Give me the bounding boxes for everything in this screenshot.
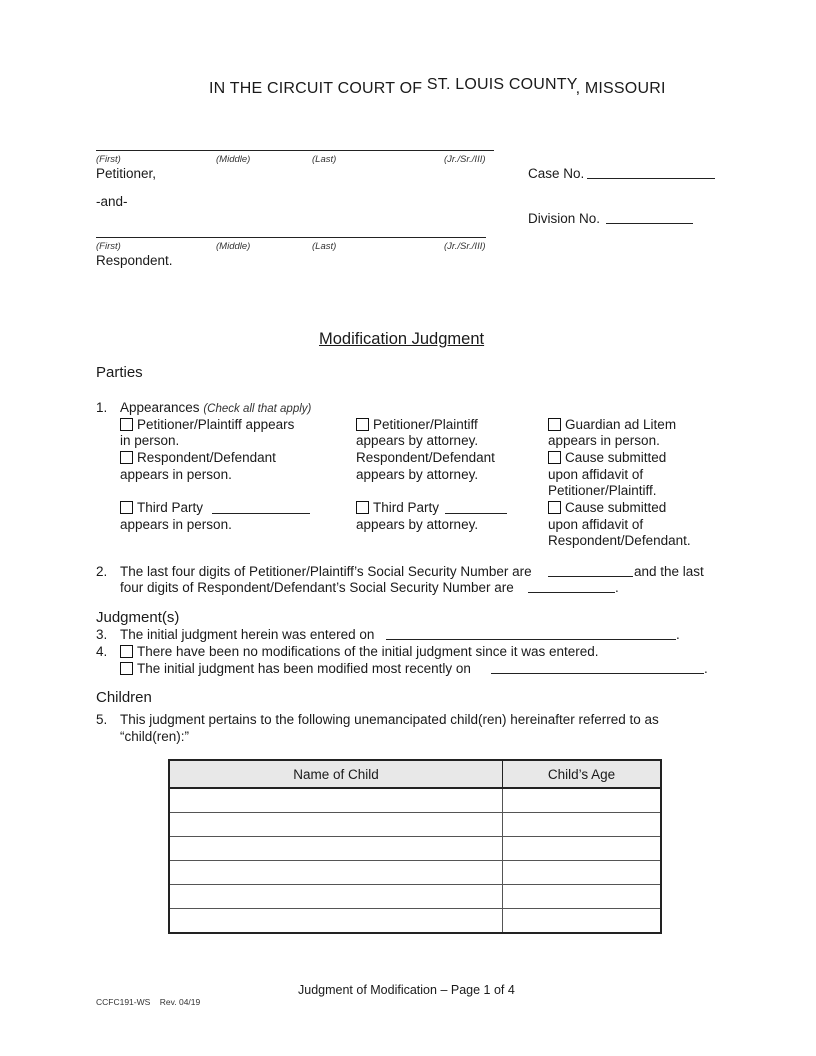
respondent-name-line[interactable] xyxy=(96,237,486,238)
table-row xyxy=(169,861,661,885)
table-row xyxy=(169,837,661,861)
table-row xyxy=(169,788,661,813)
appearances-note: (Check all that apply) xyxy=(203,403,312,415)
child-name-cell[interactable] xyxy=(169,885,503,909)
petitioner-in-person-line2: in person. xyxy=(120,433,180,448)
respondent-in-person-line2: appears in person. xyxy=(120,467,232,482)
parties-heading: Parties xyxy=(96,364,143,381)
item4-end: . xyxy=(704,661,708,676)
modified-recently-text: The initial judgment has been modified most recently on xyxy=(137,661,471,676)
respondent-last-label: (Last) xyxy=(312,241,337,252)
initial-judgment-text: The initial judgment herein was entered on xyxy=(120,627,375,642)
petitioner-middle-label: (Middle) xyxy=(216,154,251,165)
child-age-cell[interactable] xyxy=(503,788,662,813)
modified-date-field[interactable] xyxy=(491,673,704,674)
third-party-by-attorney-checkbox[interactable] xyxy=(356,501,369,514)
child-name-cell[interactable] xyxy=(169,861,503,885)
petitioner-by-attorney-line1: Petitioner/Plaintiff xyxy=(373,417,478,432)
children-table xyxy=(168,759,662,934)
child-age-cell[interactable] xyxy=(503,909,662,934)
affidavit-petitioner xyxy=(548,450,666,465)
case-number-field[interactable] xyxy=(587,178,715,179)
ssn-petitioner-text: The last four digits of Petitioner/Plaintiff’s Social Security Number are xyxy=(120,564,532,579)
table-row xyxy=(169,909,661,934)
petitioner-name-line[interactable] xyxy=(96,150,494,151)
affidavit-respondent-line2: upon affidavit of xyxy=(548,517,644,532)
guardian-ad-litem-checkbox[interactable] xyxy=(548,418,561,431)
no-modifications-option xyxy=(120,644,599,659)
modified-recently-checkbox[interactable] xyxy=(120,662,133,675)
appearance-petitioner-by-attorney xyxy=(356,417,478,432)
page-footer: Judgment of Modification – Page 1 of 4 xyxy=(298,983,515,997)
no-modifications-text: There have been no modifications of the initial judgment since it was entered. xyxy=(137,644,599,659)
respondent-suffix-label: (Jr./Sr./III) xyxy=(444,241,486,252)
court-heading xyxy=(209,76,666,98)
petitioner-by-attorney-checkbox[interactable] xyxy=(356,418,369,431)
affidavit-petitioner-checkbox[interactable] xyxy=(548,451,561,464)
children-heading: Children xyxy=(96,689,152,706)
appearance-petitioner-in-person xyxy=(120,417,294,432)
child-age-cell[interactable] xyxy=(503,885,662,909)
respondent-in-person-checkbox[interactable] xyxy=(120,451,133,464)
ssn-respondent-text: four digits of Respondent/Defendant’s Social Security Number are xyxy=(120,580,514,595)
respondent-label: Respondent. xyxy=(96,253,173,268)
appearance-third-party-by-attorney xyxy=(356,500,439,515)
guardian-ad-litem-line1: Guardian ad Litem xyxy=(565,417,677,432)
petitioner-first-label: (First) xyxy=(96,154,121,165)
affidavit-petitioner-line3: Petitioner/Plaintiff. xyxy=(548,483,657,498)
affidavit-respondent-checkbox[interactable] xyxy=(548,501,561,514)
third-party-by-attorney-line1: Third Party xyxy=(373,500,440,515)
child-age-cell[interactable] xyxy=(503,837,662,861)
item1-number: 1. xyxy=(96,400,108,415)
appearances-label xyxy=(120,400,311,415)
affidavit-respondent xyxy=(548,500,666,515)
third-party-by-attorney-name-field[interactable] xyxy=(445,513,507,514)
appearances-text: Appearances xyxy=(120,400,200,415)
respondent-first-label: (First) xyxy=(96,241,121,252)
column-childs-age: Child’s Age xyxy=(503,760,662,788)
ssn-petitioner-field[interactable] xyxy=(548,576,633,577)
child-name-cell[interactable] xyxy=(169,813,503,837)
petitioner-in-person-checkbox[interactable] xyxy=(120,418,133,431)
ssn-respondent-field[interactable] xyxy=(528,592,615,593)
ssn-end: . xyxy=(615,580,619,595)
guardian-ad-litem-line2: appears in person. xyxy=(548,433,660,448)
judgments-heading: Judgment(s) xyxy=(96,609,180,626)
child-age-cell[interactable] xyxy=(503,861,662,885)
court-prefix: IN THE CIRCUIT COURT OF xyxy=(209,80,423,97)
item3-number: 3. xyxy=(96,627,108,642)
ssn-and-the-last: and the last xyxy=(634,564,704,579)
document-title: Modification Judgment xyxy=(319,330,485,348)
child-name-cell[interactable] xyxy=(169,909,503,934)
item3-end: . xyxy=(676,627,680,642)
column-name-of-child: Name of Child xyxy=(169,760,503,788)
third-party-by-attorney-line2: appears by attorney. xyxy=(356,517,479,532)
petitioner-label: Petitioner, xyxy=(96,166,157,181)
children-intro-line2: “child(ren):” xyxy=(120,729,190,744)
third-party-in-person-line2: appears in person. xyxy=(120,517,232,532)
state-suffix: , MISSOURI xyxy=(575,80,666,97)
item4-number: 4. xyxy=(96,644,108,659)
division-number-field[interactable] xyxy=(606,223,693,224)
appearance-respondent-in-person xyxy=(120,450,276,465)
respondent-by-attorney-line1: Respondent/Defendant xyxy=(356,450,495,465)
child-age-cell[interactable] xyxy=(503,813,662,837)
no-modifications-checkbox[interactable] xyxy=(120,645,133,658)
item5-number: 5. xyxy=(96,712,108,727)
affidavit-petitioner-line2: upon affidavit of xyxy=(548,467,644,482)
third-party-in-person-name-field[interactable] xyxy=(212,513,310,514)
division-number-label: Division No. xyxy=(528,211,601,226)
petitioner-by-attorney-line2: appears by attorney. xyxy=(356,433,479,448)
affidavit-respondent-line1: Cause submitted xyxy=(565,500,667,515)
child-name-cell[interactable] xyxy=(169,837,503,861)
children-intro-line1: This judgment pertains to the following unemancipated child(ren) hereinafter referred to as xyxy=(120,712,659,727)
respondent-in-person-line1: Respondent/Defendant xyxy=(137,450,276,465)
item2-number: 2. xyxy=(96,564,108,579)
respondent-by-attorney-line2: appears by attorney. xyxy=(356,467,479,482)
affidavit-petitioner-line1: Cause submitted xyxy=(565,450,667,465)
third-party-in-person-checkbox[interactable] xyxy=(120,501,133,514)
appearance-guardian-ad-litem xyxy=(548,417,676,432)
child-name-cell[interactable] xyxy=(169,788,503,813)
initial-judgment-date-field[interactable] xyxy=(386,639,676,640)
appearance-third-party-in-person xyxy=(120,500,203,515)
table-row xyxy=(169,885,661,909)
affidavit-respondent-line3: Respondent/Defendant. xyxy=(548,533,691,548)
modified-recently-option xyxy=(120,661,471,676)
and-label: -and- xyxy=(96,194,128,209)
county-name[interactable]: ST. LOUIS COUNTY xyxy=(426,76,576,93)
table-row xyxy=(169,813,661,837)
petitioner-suffix-label: (Jr./Sr./III) xyxy=(444,154,486,165)
respondent-middle-label: (Middle) xyxy=(216,241,251,252)
case-number-label: Case No. xyxy=(528,166,585,181)
children-table-header xyxy=(169,760,661,788)
petitioner-in-person-line1: Petitioner/Plaintiff appears xyxy=(137,417,295,432)
third-party-in-person-line1: Third Party xyxy=(137,500,204,515)
petitioner-last-label: (Last) xyxy=(312,154,337,165)
form-code: CCFC191-WS Rev. 04/19 xyxy=(96,997,201,1007)
